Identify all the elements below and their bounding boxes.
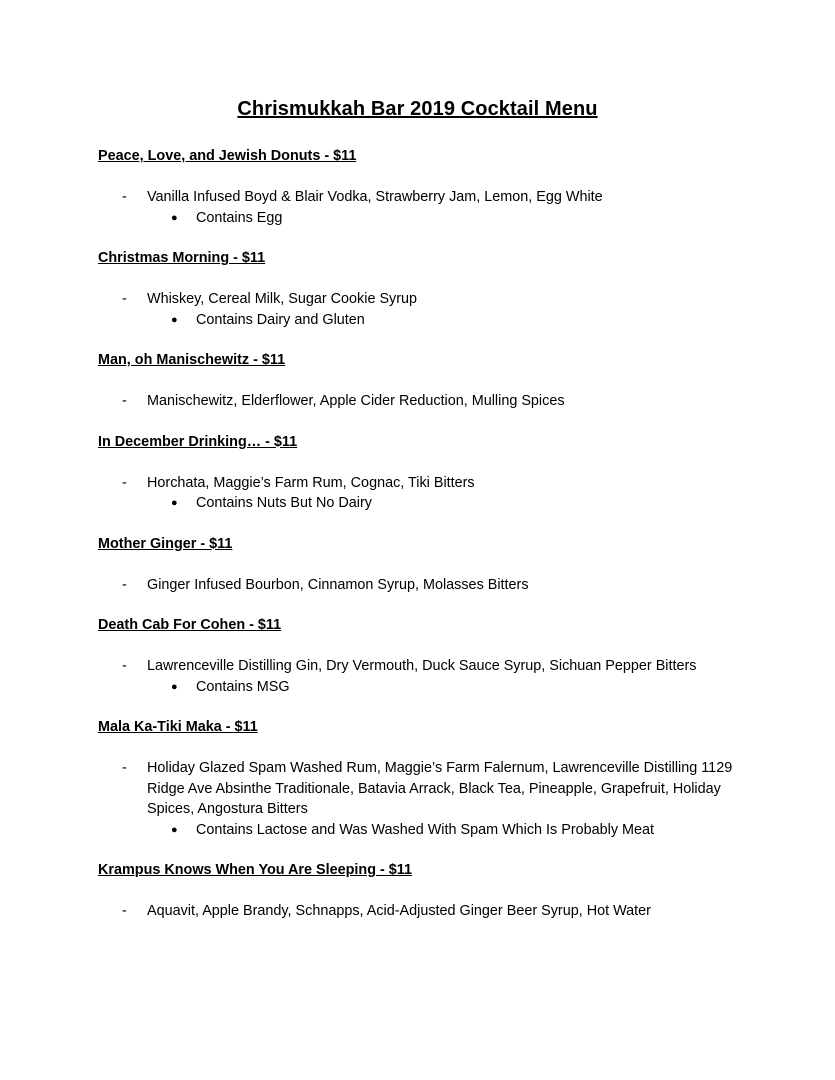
- drink-item: [98, 248, 737, 330]
- dash-marker: -: [122, 903, 127, 919]
- drink-heading: Death Cab For Cohen - $11: [98, 617, 282, 633]
- drink-item: [98, 146, 737, 228]
- dash-marker: -: [122, 189, 127, 205]
- note-line: [98, 208, 737, 229]
- dash-marker: -: [122, 291, 127, 307]
- bullet-icon: ●: [171, 680, 178, 693]
- dash-marker: -: [122, 658, 127, 674]
- dash-marker: -: [122, 474, 127, 491]
- ingredients-line: [98, 901, 737, 922]
- drink-item: [98, 717, 737, 840]
- note-text: Contains Lactose and Was Washed With Spam Which Is Probably Meat: [196, 821, 655, 838]
- ingredients-text: Ginger Infused Bourbon, Cinnamon Syrup, Molasses Bitters: [147, 576, 529, 593]
- bullet-icon: ●: [171, 823, 178, 836]
- bullet-icon: ●: [171, 313, 178, 326]
- note-line: [98, 820, 737, 841]
- ingredients-line: [98, 187, 737, 208]
- dash-marker: -: [122, 576, 127, 593]
- drink-item: [98, 350, 737, 412]
- note-text: Contains Dairy and Gluten: [196, 311, 365, 328]
- ingredients-text: Whiskey, Cereal Milk, Sugar Cookie Syrup: [147, 291, 418, 307]
- dash-marker: -: [122, 393, 127, 409]
- drink-heading: In December Drinking… - $11: [98, 433, 298, 450]
- note-text: Contains MSG: [196, 678, 290, 695]
- drink-heading: Man, oh Manischewitz - $11: [98, 352, 286, 368]
- ingredients-line: [98, 758, 737, 820]
- drink-item: [98, 432, 737, 514]
- drink-heading: Christmas Morning - $11: [98, 250, 266, 266]
- note-text: Contains Egg: [196, 209, 283, 226]
- ingredients-text: Aquavit, Apple Brandy, Schnapps, Acid-Adjusted Ginger Beer Syrup, Hot Water: [147, 903, 651, 919]
- dash-marker: -: [122, 760, 127, 776]
- bullet-icon: ●: [171, 211, 178, 224]
- note-text: Contains Nuts But No Dairy: [196, 495, 372, 511]
- drink-item: [98, 860, 737, 922]
- drink-heading: Krampus Knows When You Are Sleeping - $11: [98, 862, 412, 878]
- ingredients-line: [98, 289, 737, 310]
- ingredients-text: Holiday Glazed Spam Washed Rum, Maggie’s Farm Falernum, Lawrenceville Distilling 1129 Ridge Ave Absinthe Traditionale, Batavia Arrack, Black Tea, Pineapple, Grapefruit, Holiday Spices, Angostura Bitters: [147, 760, 733, 817]
- drink-item: [98, 615, 737, 697]
- drink-heading: Peace, Love, and Jewish Donuts - $11: [98, 148, 357, 164]
- ingredients-text: Horchata, Maggie’s Farm Rum, Cognac, Tiki Bitters: [147, 474, 475, 491]
- note-line: [98, 677, 737, 698]
- bullet-icon: ●: [171, 497, 178, 509]
- ingredients-line: [98, 391, 737, 412]
- ingredients-line: [98, 473, 737, 494]
- drink-heading: Mother Ginger - $11: [98, 535, 233, 552]
- ingredients-text: Manischewitz, Elderflower, Apple Cider Reduction, Mulling Spices: [147, 393, 565, 409]
- drink-heading: Mala Ka-Tiki Maka - $11: [98, 719, 258, 735]
- ingredients-text: Lawrenceville Distilling Gin, Dry Vermouth, Duck Sauce Syrup, Sichuan Pepper Bitters: [147, 658, 697, 674]
- ingredients-text: Vanilla Infused Boyd & Blair Vodka, Strawberry Jam, Lemon, Egg White: [147, 189, 603, 205]
- drink-item: [98, 534, 737, 596]
- ingredients-line: [98, 656, 737, 677]
- page-title: Chrismukkah Bar 2019 Cocktail Menu: [237, 98, 598, 120]
- note-line: [98, 310, 737, 331]
- note-line: [98, 493, 737, 514]
- ingredients-line: [98, 575, 737, 596]
